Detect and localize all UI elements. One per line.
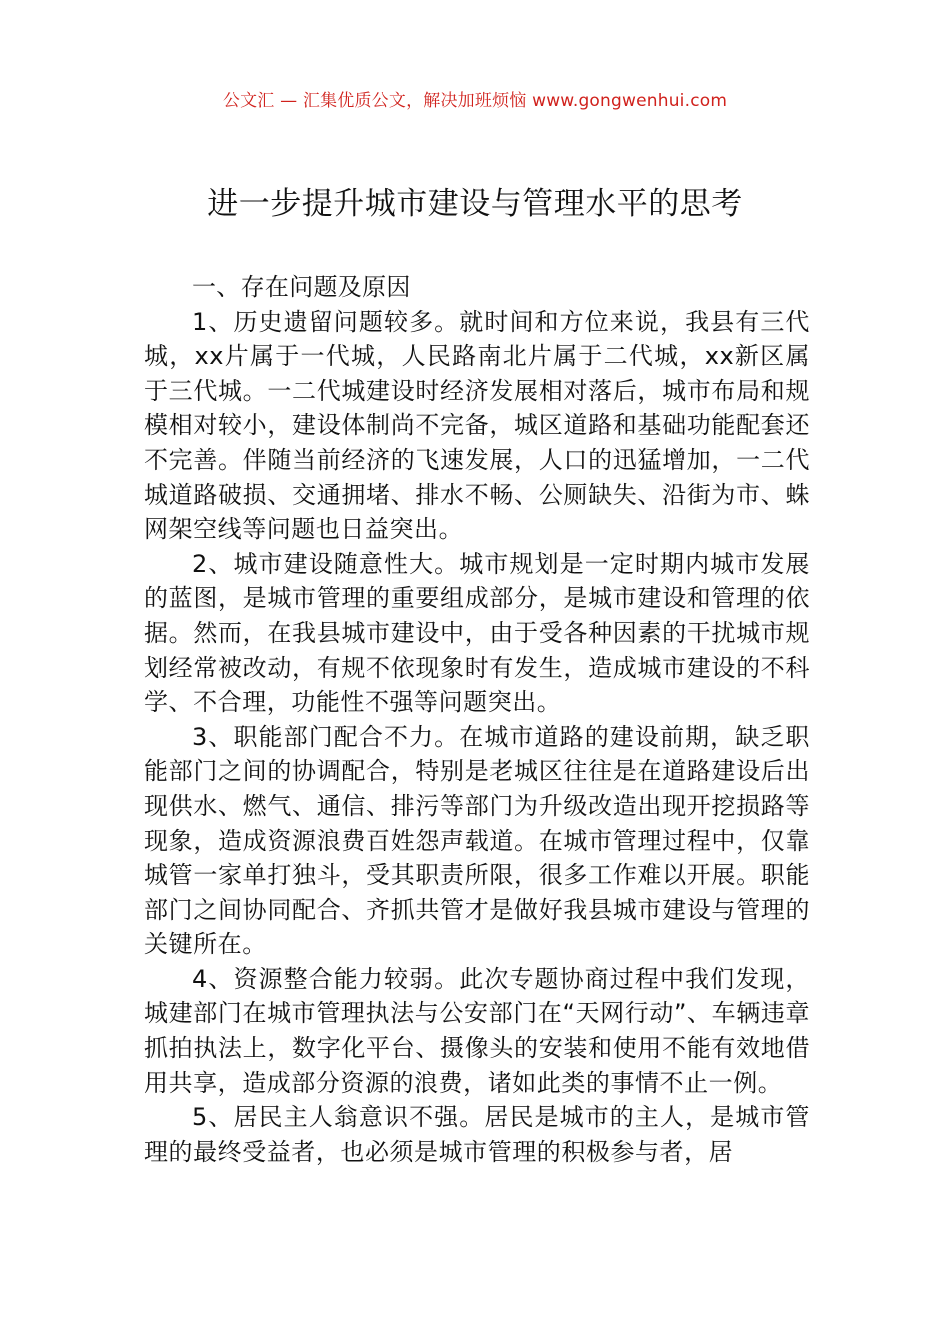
section-heading: 一、存在问题及原因 xyxy=(192,273,411,301)
paragraph-3: 3、职能部门配合不力。在城市道路的建设前期，缺乏职能部门之间的协调配合，特别是老城区往往是在道路建设后出现供水、燃气、通信、排污等部门为升级改造出现开挖损路等现象，造成资源浪费百姓怨声载道。在城市管理过程中，仅靠城管一家单打独斗，受其职责所限，很多工作难以开展。职能部门之间协同配合、齐抓共管才是做好我县城市建设与管理的关键所在。 xyxy=(144,722,810,959)
source-banner: 公文汇 — 汇集优质公文，解决加班烦恼 www.gongwenhui.com xyxy=(222,91,728,111)
document-body xyxy=(144,270,810,1169)
document-title: 进一步提升城市建设与管理水平的思考 xyxy=(207,186,743,222)
paragraph-5: 5、居民主人翁意识不强。居民是城市的主人，是城市管理的最终受益者，也必须是城市管理的积极参与者，居 xyxy=(144,1103,810,1166)
paragraph-2: 2、城市建设随意性大。城市规划是一定时期内城市发展的蓝图，是城市管理的重要组成部分，是城市建设和管理的依据。然而，在我县城市建设中，由于受各种因素的干扰城市规划经常被改动，有规不依现象时有发生，造成城市建设的不科学、不合理，功能性不强等问题突出。 xyxy=(144,549,810,717)
paragraph-1: 1、历史遗留问题较多。就时间和方位来说，我县有三代城，xx片属于一代城，人民路南北片属于二代城，xx新区属于三代城。一二代城建设时经济发展相对落后，城市布局和规模相对较小，建设体制尚不完备，城区道路和基础功能配套还不完善。伴随当前经济的飞速发展，人口的迅猛增加，一二代城道路破损、交通拥堵、排水不畅、公厕缺失、沿街为市、蛛网架空线等问题也日益突出。 xyxy=(144,307,810,544)
paragraph-4: 4、资源整合能力较弱。此次专题协商过程中我们发现，城建部门在城市管理执法与公安部门在“天网行动”、车辆违章抓拍执法上，数字化平台、摄像头的安装和使用不能有效地借用共享，造成部分资源的浪费，诸如此类的事情不止一例。 xyxy=(144,964,810,1097)
